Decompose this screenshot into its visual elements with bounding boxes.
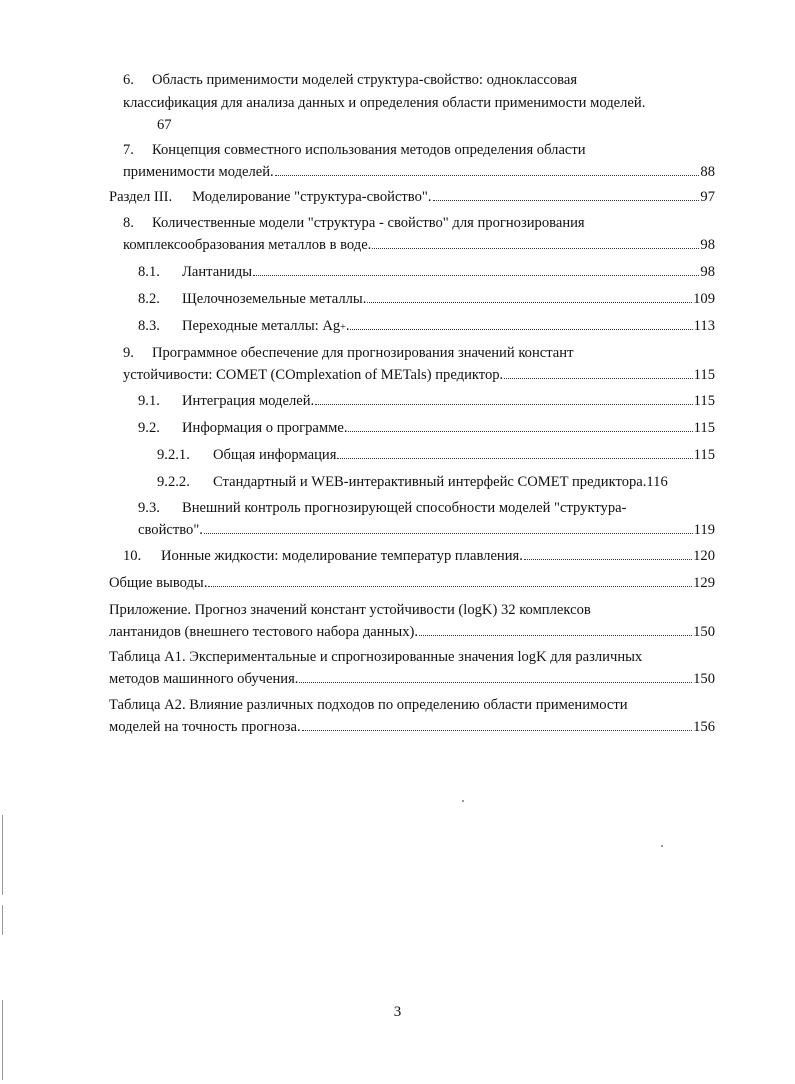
page-number: 3 bbox=[393, 1004, 402, 1020]
toc-number: 9.1. bbox=[138, 393, 160, 409]
toc-page-number: 129 bbox=[693, 575, 715, 591]
toc-title: лантанидов (внешнего тестового набора данных). bbox=[109, 624, 419, 640]
toc-page-number: 88 bbox=[700, 164, 715, 180]
toc-title: Щелочноземельные металлы. bbox=[182, 291, 367, 307]
toc-entry-10[interactable] bbox=[123, 546, 715, 566]
toc-number: 8.1. bbox=[138, 264, 160, 280]
toc-page-number: 156 bbox=[693, 719, 715, 735]
toc-title: Информация о программе. bbox=[182, 420, 348, 436]
toc-entry-7-line2[interactable] bbox=[123, 162, 715, 182]
toc-entry-7-line1[interactable] bbox=[123, 140, 586, 160]
toc-entry-9-line1[interactable] bbox=[123, 343, 573, 363]
toc-entry-9-line2[interactable] bbox=[123, 365, 715, 385]
toc-number: 8.2. bbox=[138, 291, 160, 307]
scan-artifact bbox=[661, 845, 663, 847]
toc-entry-9-1[interactable] bbox=[138, 391, 715, 411]
dot-leader bbox=[253, 275, 699, 276]
toc-number: 9.2.1. bbox=[157, 447, 190, 463]
toc-title: Концепция совместного использования методов определения области bbox=[151, 142, 586, 158]
dot-leader bbox=[433, 200, 700, 201]
toc-page-number: 109 bbox=[693, 291, 715, 307]
toc-number: 6. bbox=[123, 72, 134, 88]
dot-leader bbox=[348, 431, 692, 432]
toc-entry-table-a1-line2[interactable] bbox=[109, 669, 715, 689]
toc-page-number: 115 bbox=[693, 447, 715, 463]
toc-entry-8-1[interactable] bbox=[138, 262, 715, 282]
toc-page-number: 120 bbox=[693, 548, 715, 564]
toc-page-number: 67 bbox=[157, 117, 172, 133]
toc-entry-8-2[interactable] bbox=[138, 289, 715, 309]
toc-number: 7. bbox=[123, 142, 134, 158]
toc-title: Общая информация bbox=[213, 447, 337, 463]
toc-title: устойчивости: COMET (COmplexation of METals) предиктор. bbox=[123, 367, 504, 383]
toc-number: 9.2. bbox=[138, 420, 160, 436]
toc-section-3[interactable] bbox=[109, 187, 715, 207]
dot-leader bbox=[315, 404, 692, 405]
toc-page-number: 116 bbox=[646, 474, 668, 490]
toc-number: 9.2.2. bbox=[157, 474, 190, 490]
toc-title: Количественные модели "структура - свойство" для прогнозирования bbox=[151, 215, 585, 231]
dot-leader bbox=[275, 175, 700, 176]
toc-title: моделей на точность прогноза. bbox=[109, 719, 301, 735]
toc-number: 9.3. bbox=[138, 500, 160, 516]
toc-entry-6-line2: классификация для анализа данных и определения области применимости моделей. bbox=[123, 95, 646, 111]
toc-entry-6-line1[interactable] bbox=[123, 70, 577, 90]
toc-entry-8-line1[interactable] bbox=[123, 213, 585, 233]
toc-title: применимости моделей. bbox=[123, 164, 274, 180]
toc-title: методов машинного обучения. bbox=[109, 671, 299, 687]
toc-title: свойство". bbox=[138, 522, 203, 538]
toc-title: Переходные металлы: Ag bbox=[182, 318, 341, 334]
toc-page-number: 150 bbox=[693, 671, 715, 687]
dot-leader bbox=[208, 586, 692, 587]
dot-leader bbox=[337, 458, 692, 459]
toc-page-number: 119 bbox=[693, 522, 715, 538]
toc-entry-appendix-line1[interactable]: Приложение. Прогноз значений констант устойчивости (logK) 32 комплексов bbox=[109, 602, 591, 618]
toc-entry-9-2-2[interactable] bbox=[157, 472, 715, 492]
dot-leader bbox=[367, 302, 692, 303]
toc-title: Область применимости моделей структура-свойство: одноклассовая bbox=[151, 72, 578, 88]
dot-leader bbox=[524, 559, 692, 560]
toc-entry-table-a2-line1[interactable]: Таблица А2. Влияние различных подходов по определению области применимости bbox=[109, 697, 628, 713]
toc-title: Интеграция моделей. bbox=[182, 393, 315, 409]
toc-number: 8.3. bbox=[138, 318, 160, 334]
dot-leader bbox=[372, 248, 699, 249]
toc-title: Внешний контроль прогнозирующей способности моделей "структура- bbox=[182, 500, 627, 516]
dot-leader bbox=[204, 533, 693, 534]
toc-page-number: 115 bbox=[693, 393, 715, 409]
dot-leader bbox=[302, 730, 692, 731]
toc-page-number: 98 bbox=[700, 237, 715, 253]
dot-leader bbox=[350, 329, 692, 330]
toc-title: Ионные жидкости: моделирование температур плавления. bbox=[161, 548, 523, 564]
toc-entry-9-2-1[interactable] bbox=[157, 445, 715, 465]
toc-page-number: 113 bbox=[693, 318, 715, 334]
toc-number: Раздел III. bbox=[109, 189, 173, 205]
toc-title: Моделирование "структура-свойство". bbox=[192, 189, 432, 205]
toc-title: Стандартный и WEB-интерактивный интерфейс COMET предиктора. bbox=[213, 474, 647, 490]
toc-entry-table-a2-line2[interactable] bbox=[109, 717, 715, 737]
toc-page-number: 115 bbox=[693, 420, 715, 436]
toc-number: 9. bbox=[123, 345, 134, 361]
toc-entry-appendix-line2[interactable] bbox=[109, 622, 715, 642]
toc-title: Лантаниды bbox=[182, 264, 253, 280]
toc-entry-8-3[interactable]: 8.3. Переходные металлы: Ag + . 113 bbox=[138, 318, 715, 334]
toc-entry-9-3-line2[interactable] bbox=[138, 520, 715, 540]
dot-leader bbox=[299, 682, 692, 683]
toc-entry-8-line2[interactable] bbox=[123, 235, 715, 255]
scan-artifact bbox=[462, 800, 464, 802]
toc-title: Программное обеспечение для прогнозирования значений констант bbox=[151, 345, 574, 361]
toc-page-number: 98 bbox=[700, 264, 715, 280]
toc-title-end: . bbox=[345, 318, 350, 334]
scan-artifact bbox=[2, 815, 3, 895]
toc-title: Общие выводы. bbox=[109, 575, 208, 591]
toc-number: 10. bbox=[123, 548, 142, 564]
toc-title: комплексообразования металлов в воде. bbox=[123, 237, 372, 253]
dot-leader bbox=[504, 378, 692, 379]
toc-entry-conclusions[interactable] bbox=[109, 573, 715, 593]
dot-leader bbox=[419, 635, 692, 636]
toc-page-number: 150 bbox=[693, 624, 715, 640]
toc-page-number: 97 bbox=[700, 189, 715, 205]
toc-entry-9-2[interactable] bbox=[138, 418, 715, 438]
toc-number: 8. bbox=[123, 215, 134, 231]
scan-artifact bbox=[2, 905, 3, 935]
toc-entry-9-3-line1[interactable] bbox=[138, 498, 626, 518]
toc-page-number: 115 bbox=[693, 367, 715, 383]
toc-entry-table-a1-line1[interactable]: Таблица А1. Экспериментальные и спрогнозированные значения logK для различных bbox=[109, 649, 643, 665]
